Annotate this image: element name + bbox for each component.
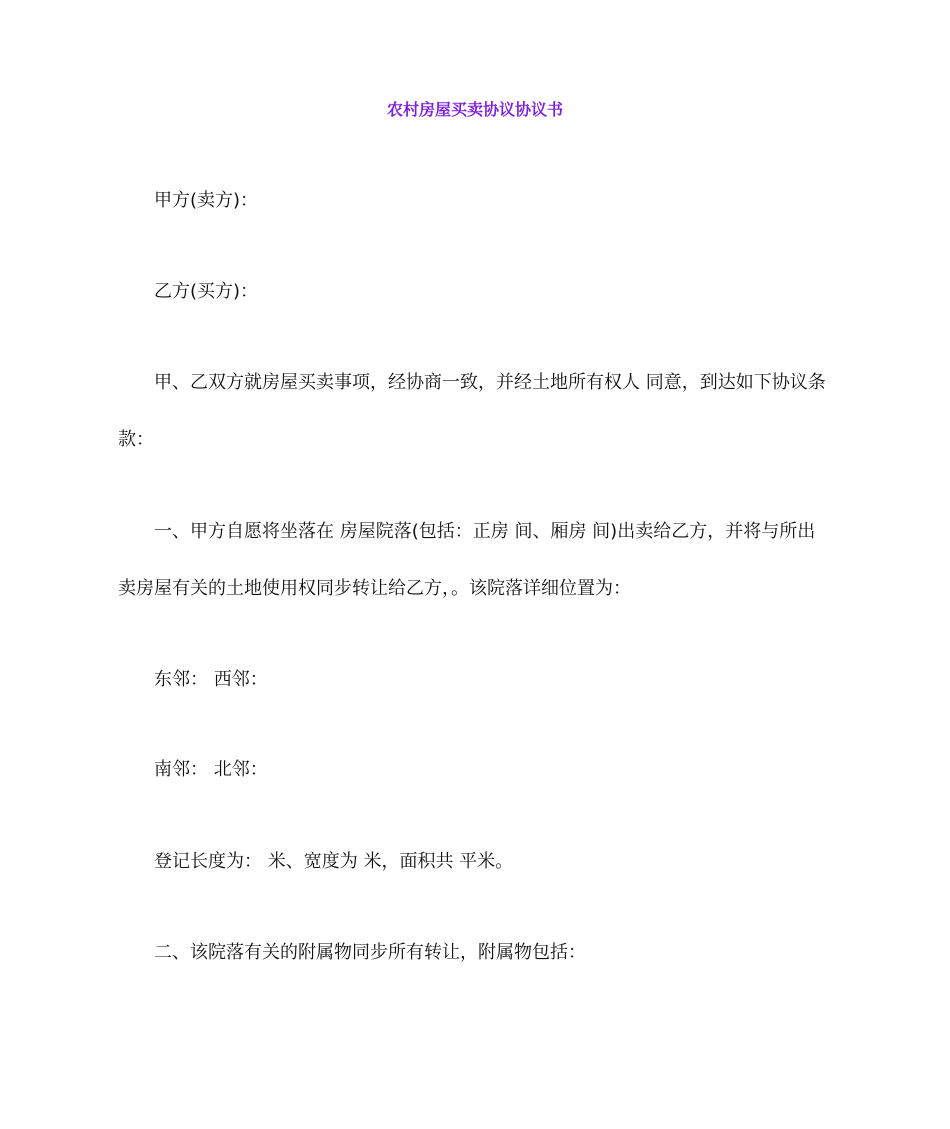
measurements-line: 登记长度为： 米、宽度为 米，面积共 平米。 bbox=[154, 851, 514, 872]
clause-1-line-1: 一、甲方自愿将坐落在 房屋院落(包括：正房 间、厢房 间)出卖给乙方，并将与所出 bbox=[154, 521, 816, 542]
clause-2-line: 二、该院落有关的附属物同步所有转让，附属物包括： bbox=[154, 942, 586, 963]
intro-paragraph-line-2: 款： bbox=[118, 429, 154, 450]
party-a-line: 甲方(卖方)： bbox=[154, 190, 259, 211]
party-b-line: 乙方(买方)： bbox=[154, 281, 259, 302]
boundary-east-west: 东邻： 西邻： bbox=[154, 669, 268, 690]
intro-paragraph-line-1: 甲、乙双方就房屋买卖事项，经协商一致，并经土地所有权人 同意，到达如下协议条 bbox=[154, 372, 826, 393]
boundary-south-north: 南邻： 北邻： bbox=[154, 759, 268, 780]
clause-1-line-2: 卖房屋有关的土地使用权同步转让给乙方，。该院落详细位置为： bbox=[118, 578, 631, 599]
document-title: 农村房屋买卖协议协议书 bbox=[386, 100, 563, 119]
